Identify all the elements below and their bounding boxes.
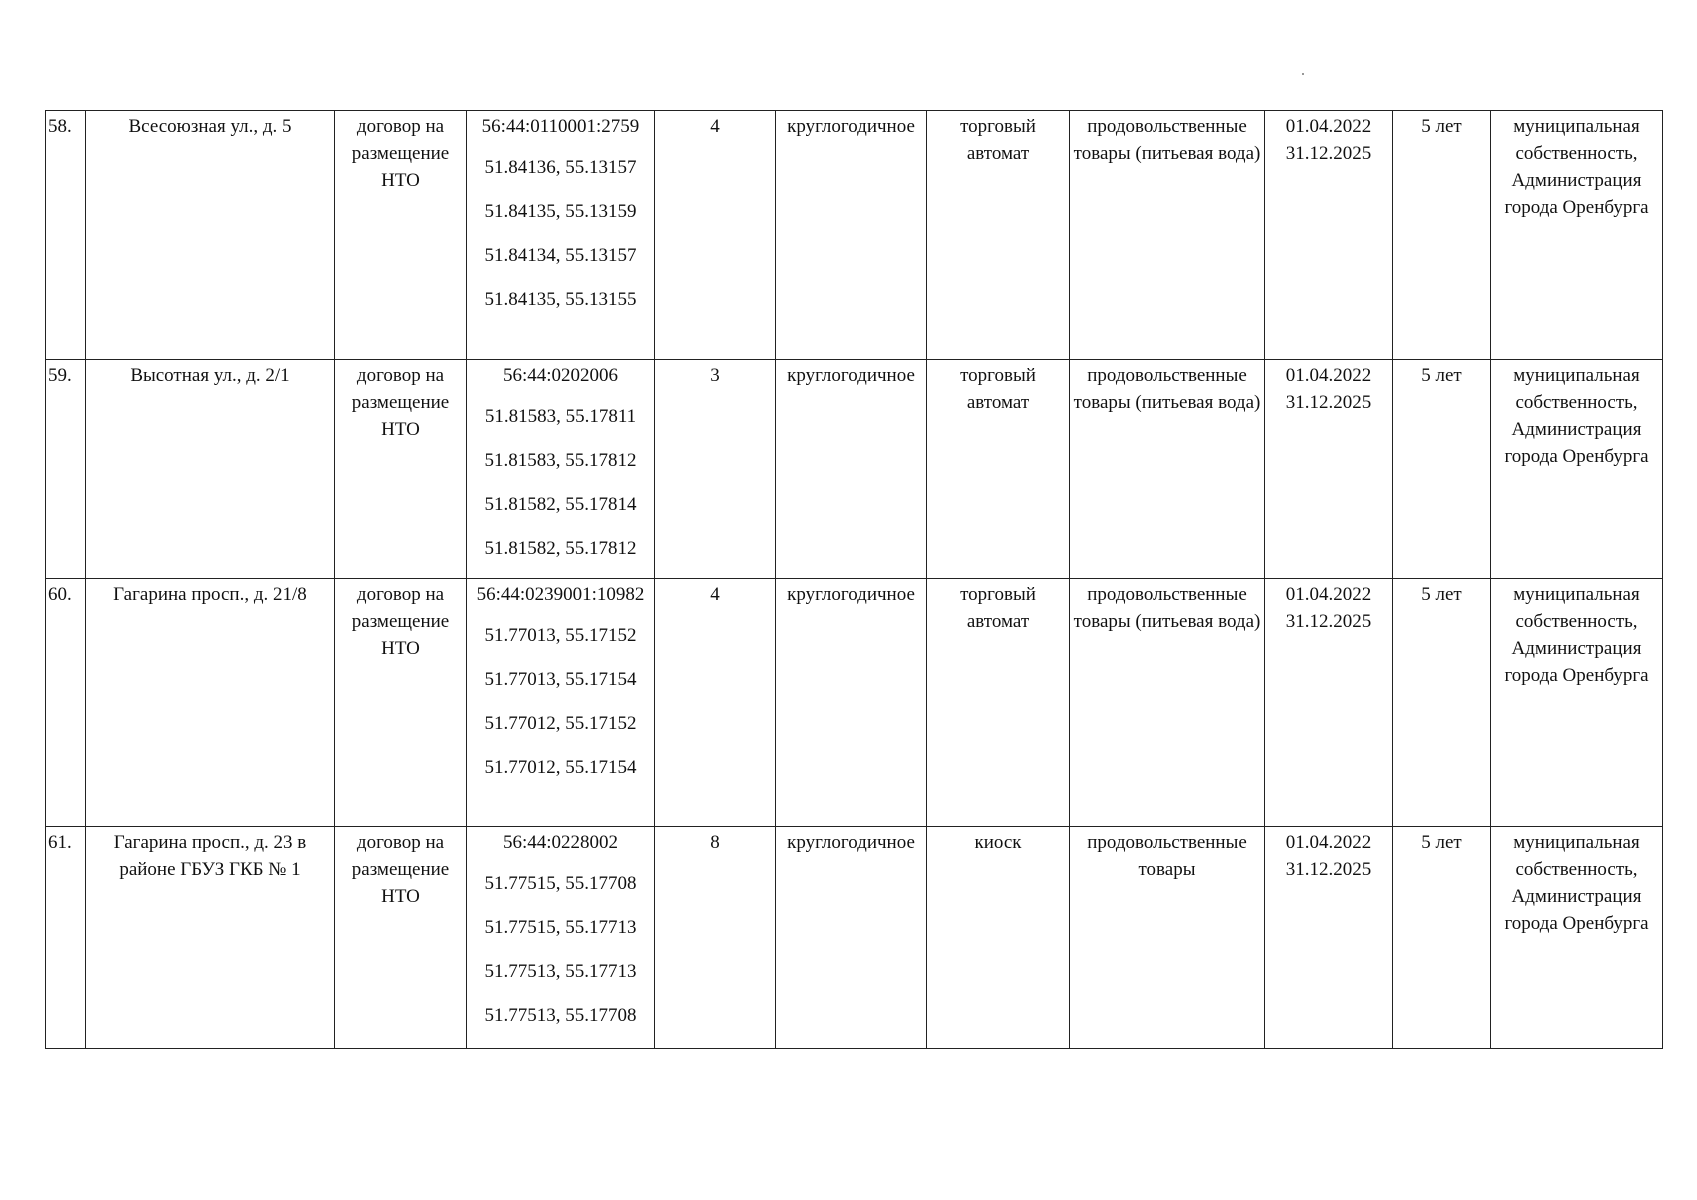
term-cell: 5 лет: [1393, 360, 1491, 579]
cadastral-number: 56:44:0239001:10982: [476, 584, 645, 605]
area-cell: 4: [655, 111, 776, 360]
location-cell: [467, 360, 655, 579]
nto-placement-table: [45, 110, 1663, 1049]
coordinate: 51.81583, 55.17812: [484, 450, 637, 471]
object-type-cell: киоск: [927, 827, 1070, 1049]
owner-cell: муниципальная собственность, Администрация города Оренбурга: [1491, 360, 1663, 579]
table-row: [46, 827, 1663, 1049]
owner-cell: муниципальная собственность, Администрация города Оренбурга: [1491, 111, 1663, 360]
object-type-cell: торговый автомат: [927, 111, 1070, 360]
date-to: 31.12.2025: [1285, 611, 1372, 632]
date-from: 01.04.2022: [1285, 365, 1372, 386]
coordinate: 51.81582, 55.17812: [484, 538, 637, 559]
period-cell: круглогодичное: [776, 827, 927, 1049]
area-cell: 8: [655, 827, 776, 1049]
contract-cell: договор на размещение НТО: [335, 111, 467, 360]
contract-cell: договор на размещение НТО: [335, 579, 467, 827]
coordinate: 51.84135, 55.13159: [484, 201, 637, 222]
period-cell: круглогодичное: [776, 111, 927, 360]
owner-cell: муниципальная собственность, Администрация города Оренбурга: [1491, 579, 1663, 827]
coordinate: 51.77013, 55.17154: [484, 669, 637, 690]
coordinate: 51.77513, 55.17713: [484, 961, 637, 982]
term-cell: 5 лет: [1393, 827, 1491, 1049]
coordinate: 51.77513, 55.17708: [484, 1005, 637, 1026]
address-cell: Гагарина просп., д. 23 в районе ГБУЗ ГКБ № 1: [86, 827, 335, 1049]
dates-cell: [1265, 827, 1393, 1049]
coordinate: 51.77515, 55.17713: [484, 917, 637, 938]
cadastral-number: 56:44:0202006: [502, 365, 619, 386]
object-type-cell: торговый автомат: [927, 579, 1070, 827]
location-cell: [467, 579, 655, 827]
address-cell: Всесоюзная ул., д. 5: [86, 111, 335, 360]
coordinate: 51.77012, 55.17154: [484, 757, 637, 778]
date-from: 01.04.2022: [1285, 584, 1372, 605]
term-cell: 5 лет: [1393, 579, 1491, 827]
dates-cell: [1265, 111, 1393, 360]
goods-cell: продовольственные товары: [1070, 827, 1265, 1049]
date-from: 01.04.2022: [1285, 116, 1372, 137]
coordinate: 51.81583, 55.17811: [484, 406, 637, 427]
row-number: 58.: [46, 111, 86, 360]
date-to: 31.12.2025: [1285, 392, 1372, 413]
coordinate: 51.84136, 55.13157: [484, 157, 637, 178]
scan-speck: [1302, 73, 1304, 75]
contract-cell: договор на размещение НТО: [335, 827, 467, 1049]
goods-cell: продовольственные товары (питьевая вода): [1070, 111, 1265, 360]
location-cell: [467, 827, 655, 1049]
coordinate: 51.84135, 55.13155: [484, 289, 637, 310]
coordinate: 51.81582, 55.17814: [484, 494, 637, 515]
location-cell: [467, 111, 655, 360]
contract-cell: договор на размещение НТО: [335, 360, 467, 579]
address-cell: Гагарина просп., д. 21/8: [86, 579, 335, 827]
owner-cell: муниципальная собственность, Администрация города Оренбурга: [1491, 827, 1663, 1049]
row-number: 60.: [46, 579, 86, 827]
area-cell: 4: [655, 579, 776, 827]
table-row: [46, 360, 1663, 579]
object-type-cell: торговый автомат: [927, 360, 1070, 579]
coordinate: 51.77012, 55.17152: [484, 713, 637, 734]
row-number: 61.: [46, 827, 86, 1049]
dates-cell: [1265, 579, 1393, 827]
date-from: 01.04.2022: [1285, 832, 1372, 853]
cadastral-number: 56:44:0110001:2759: [481, 116, 640, 137]
table-row: [46, 579, 1663, 827]
address-cell: Высотная ул., д. 2/1: [86, 360, 335, 579]
coordinate: 51.77515, 55.17708: [484, 873, 637, 894]
date-to: 31.12.2025: [1285, 143, 1372, 164]
term-cell: 5 лет: [1393, 111, 1491, 360]
coordinate: 51.77013, 55.17152: [484, 625, 637, 646]
area-cell: 3: [655, 360, 776, 579]
period-cell: круглогодичное: [776, 579, 927, 827]
row-number: 59.: [46, 360, 86, 579]
cadastral-number: 56:44:0228002: [502, 832, 619, 853]
table-row: [46, 111, 1663, 360]
goods-cell: продовольственные товары (питьевая вода): [1070, 579, 1265, 827]
dates-cell: [1265, 360, 1393, 579]
period-cell: круглогодичное: [776, 360, 927, 579]
coordinate: 51.84134, 55.13157: [484, 245, 637, 266]
date-to: 31.12.2025: [1285, 859, 1372, 880]
goods-cell: продовольственные товары (питьевая вода): [1070, 360, 1265, 579]
